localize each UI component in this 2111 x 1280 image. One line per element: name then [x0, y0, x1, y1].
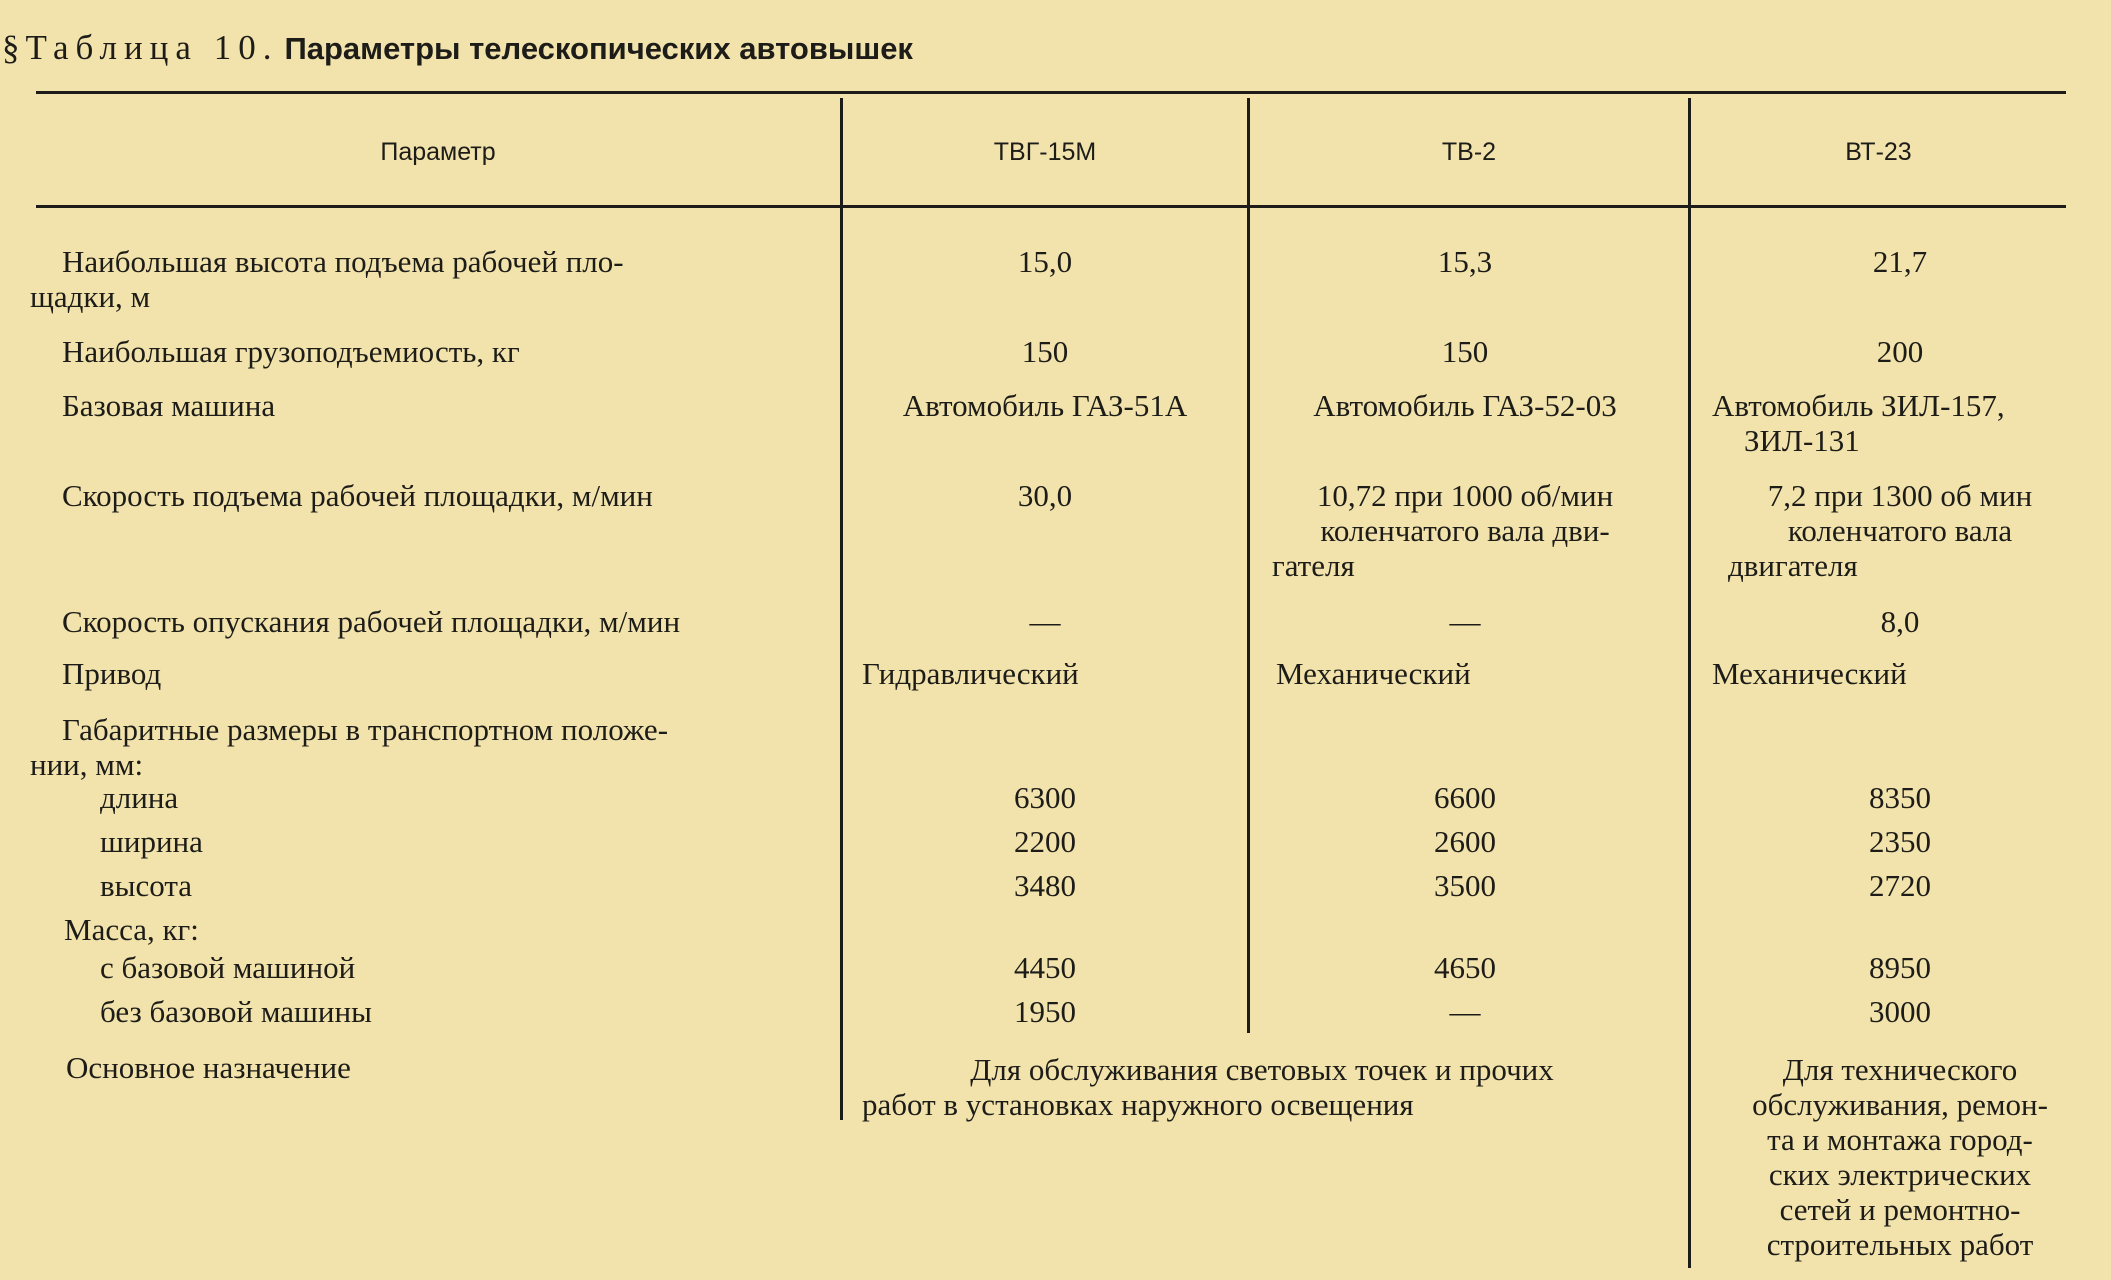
row-mass-without-base-vt23: 3000 [1869, 994, 1931, 1029]
table-title: Параметры телескопических автовышек [284, 31, 913, 66]
top-rule [36, 91, 2066, 94]
row-mass-with-base-vt23: 8950 [1869, 950, 1931, 985]
row-capacity-tv2: 150 [1441, 334, 1489, 369]
row-mass-with-base-tv2: 4650 [1434, 950, 1496, 985]
row-capacity-vt23: 200 [1876, 334, 1924, 369]
row-mass-without-base-label: без базовой машины [100, 994, 372, 1029]
row-length-tv2: 6600 [1434, 780, 1496, 815]
row-dimensions-label: Габаритные размеры в транспортном положе- нии, мм: [30, 712, 669, 782]
row-mass-without-base-tvg: 1950 [1014, 994, 1076, 1029]
row-width-vt23: 2350 [1869, 824, 1931, 859]
row-length-label: длина [100, 780, 179, 815]
row-height-label: высота [100, 868, 193, 903]
row-width-tvg: 2200 [1014, 824, 1076, 859]
row-width-label: ширина [100, 824, 203, 859]
row-max-height-vt23: 21,7 [1872, 244, 1928, 279]
row-drive-label: Привод [62, 656, 162, 691]
row-drive-vt23: Механический [1712, 656, 1907, 691]
row-purpose-vt23: Для технического обслуживания, ремон- та и монтажа город- ских электрических сетей и ремонтно- строительных работ [1752, 1052, 2048, 1262]
header-parameter: Параметр [380, 137, 496, 166]
row-length-vt23: 8350 [1869, 780, 1931, 815]
row-height-tv2: 3500 [1434, 868, 1496, 903]
row-mass-label: Масса, кг: [64, 912, 199, 947]
row-mass-with-base-label: с базовой машиной [100, 950, 356, 985]
row-mass-with-base-tvg: 4450 [1014, 950, 1076, 985]
row-base-vehicle-tvg: Автомобиль ГАЗ-51А [902, 388, 1188, 423]
row-lift-speed-tvg: 30,0 [1017, 478, 1073, 513]
row-width-tv2: 2600 [1434, 824, 1496, 859]
column-divider-1 [840, 98, 843, 1120]
row-length-tvg: 6300 [1014, 780, 1076, 815]
section-mark: § [2, 28, 20, 67]
row-mass-without-base-tv2: — [1449, 994, 1481, 1029]
header-tv-2: ТВ-2 [1441, 137, 1497, 166]
row-drive-tvg: Гидравлический [862, 656, 1079, 691]
row-purpose-label: Основное назначение [66, 1050, 351, 1085]
header-rule [36, 205, 2066, 208]
row-capacity-tvg: 150 [1021, 334, 1069, 369]
row-max-height-tvg: 15,0 [1017, 244, 1073, 279]
row-lower-speed-vt23: 8,0 [1880, 604, 1920, 639]
table-caption [2, 28, 913, 68]
row-base-vehicle-vt23: Автомобиль ЗИЛ-157, ЗИЛ-131 [1712, 388, 2005, 458]
row-height-vt23: 2720 [1869, 868, 1931, 903]
header-vt-23: ВТ-23 [1845, 137, 1912, 166]
row-base-vehicle-tv2: Автомобиль ГАЗ-52-03 [1313, 388, 1617, 423]
row-purpose-tvg-tv2: Для обслуживания световых точек и прочих работ в установках наружного освещения [862, 1052, 1554, 1122]
row-lift-speed-tv2: 10,72 при 1000 об/мин коленчатого вала дви- гателя [1272, 478, 1614, 583]
table-label: Таблица 10. [25, 28, 279, 67]
row-lift-speed-label: Скорость подъема рабочей площадки, м/мин [62, 478, 653, 513]
row-base-vehicle-label: Базовая машина [62, 388, 276, 423]
row-max-height-tv2: 15,3 [1437, 244, 1493, 279]
row-lower-speed-tvg: — [1029, 604, 1061, 639]
row-lower-speed-label: Скорость опускания рабочей площадки, м/мин [62, 604, 681, 639]
header-tvg-15m: ТВГ-15М [993, 137, 1097, 166]
row-lower-speed-tv2: — [1449, 604, 1481, 639]
row-drive-tv2: Механический [1276, 656, 1471, 691]
column-divider-2 [1247, 98, 1250, 1033]
row-height-tvg: 3480 [1014, 868, 1076, 903]
row-max-height-label: Наибольшая высота подъема рабочей пло- щадки, м [30, 244, 624, 314]
row-lift-speed-vt23: 7,2 при 1300 об мин коленчатого вала двигателя [1728, 478, 2033, 583]
column-divider-3 [1688, 98, 1691, 1268]
row-capacity-label: Наибольшая грузоподъемиость, кг [62, 334, 520, 369]
